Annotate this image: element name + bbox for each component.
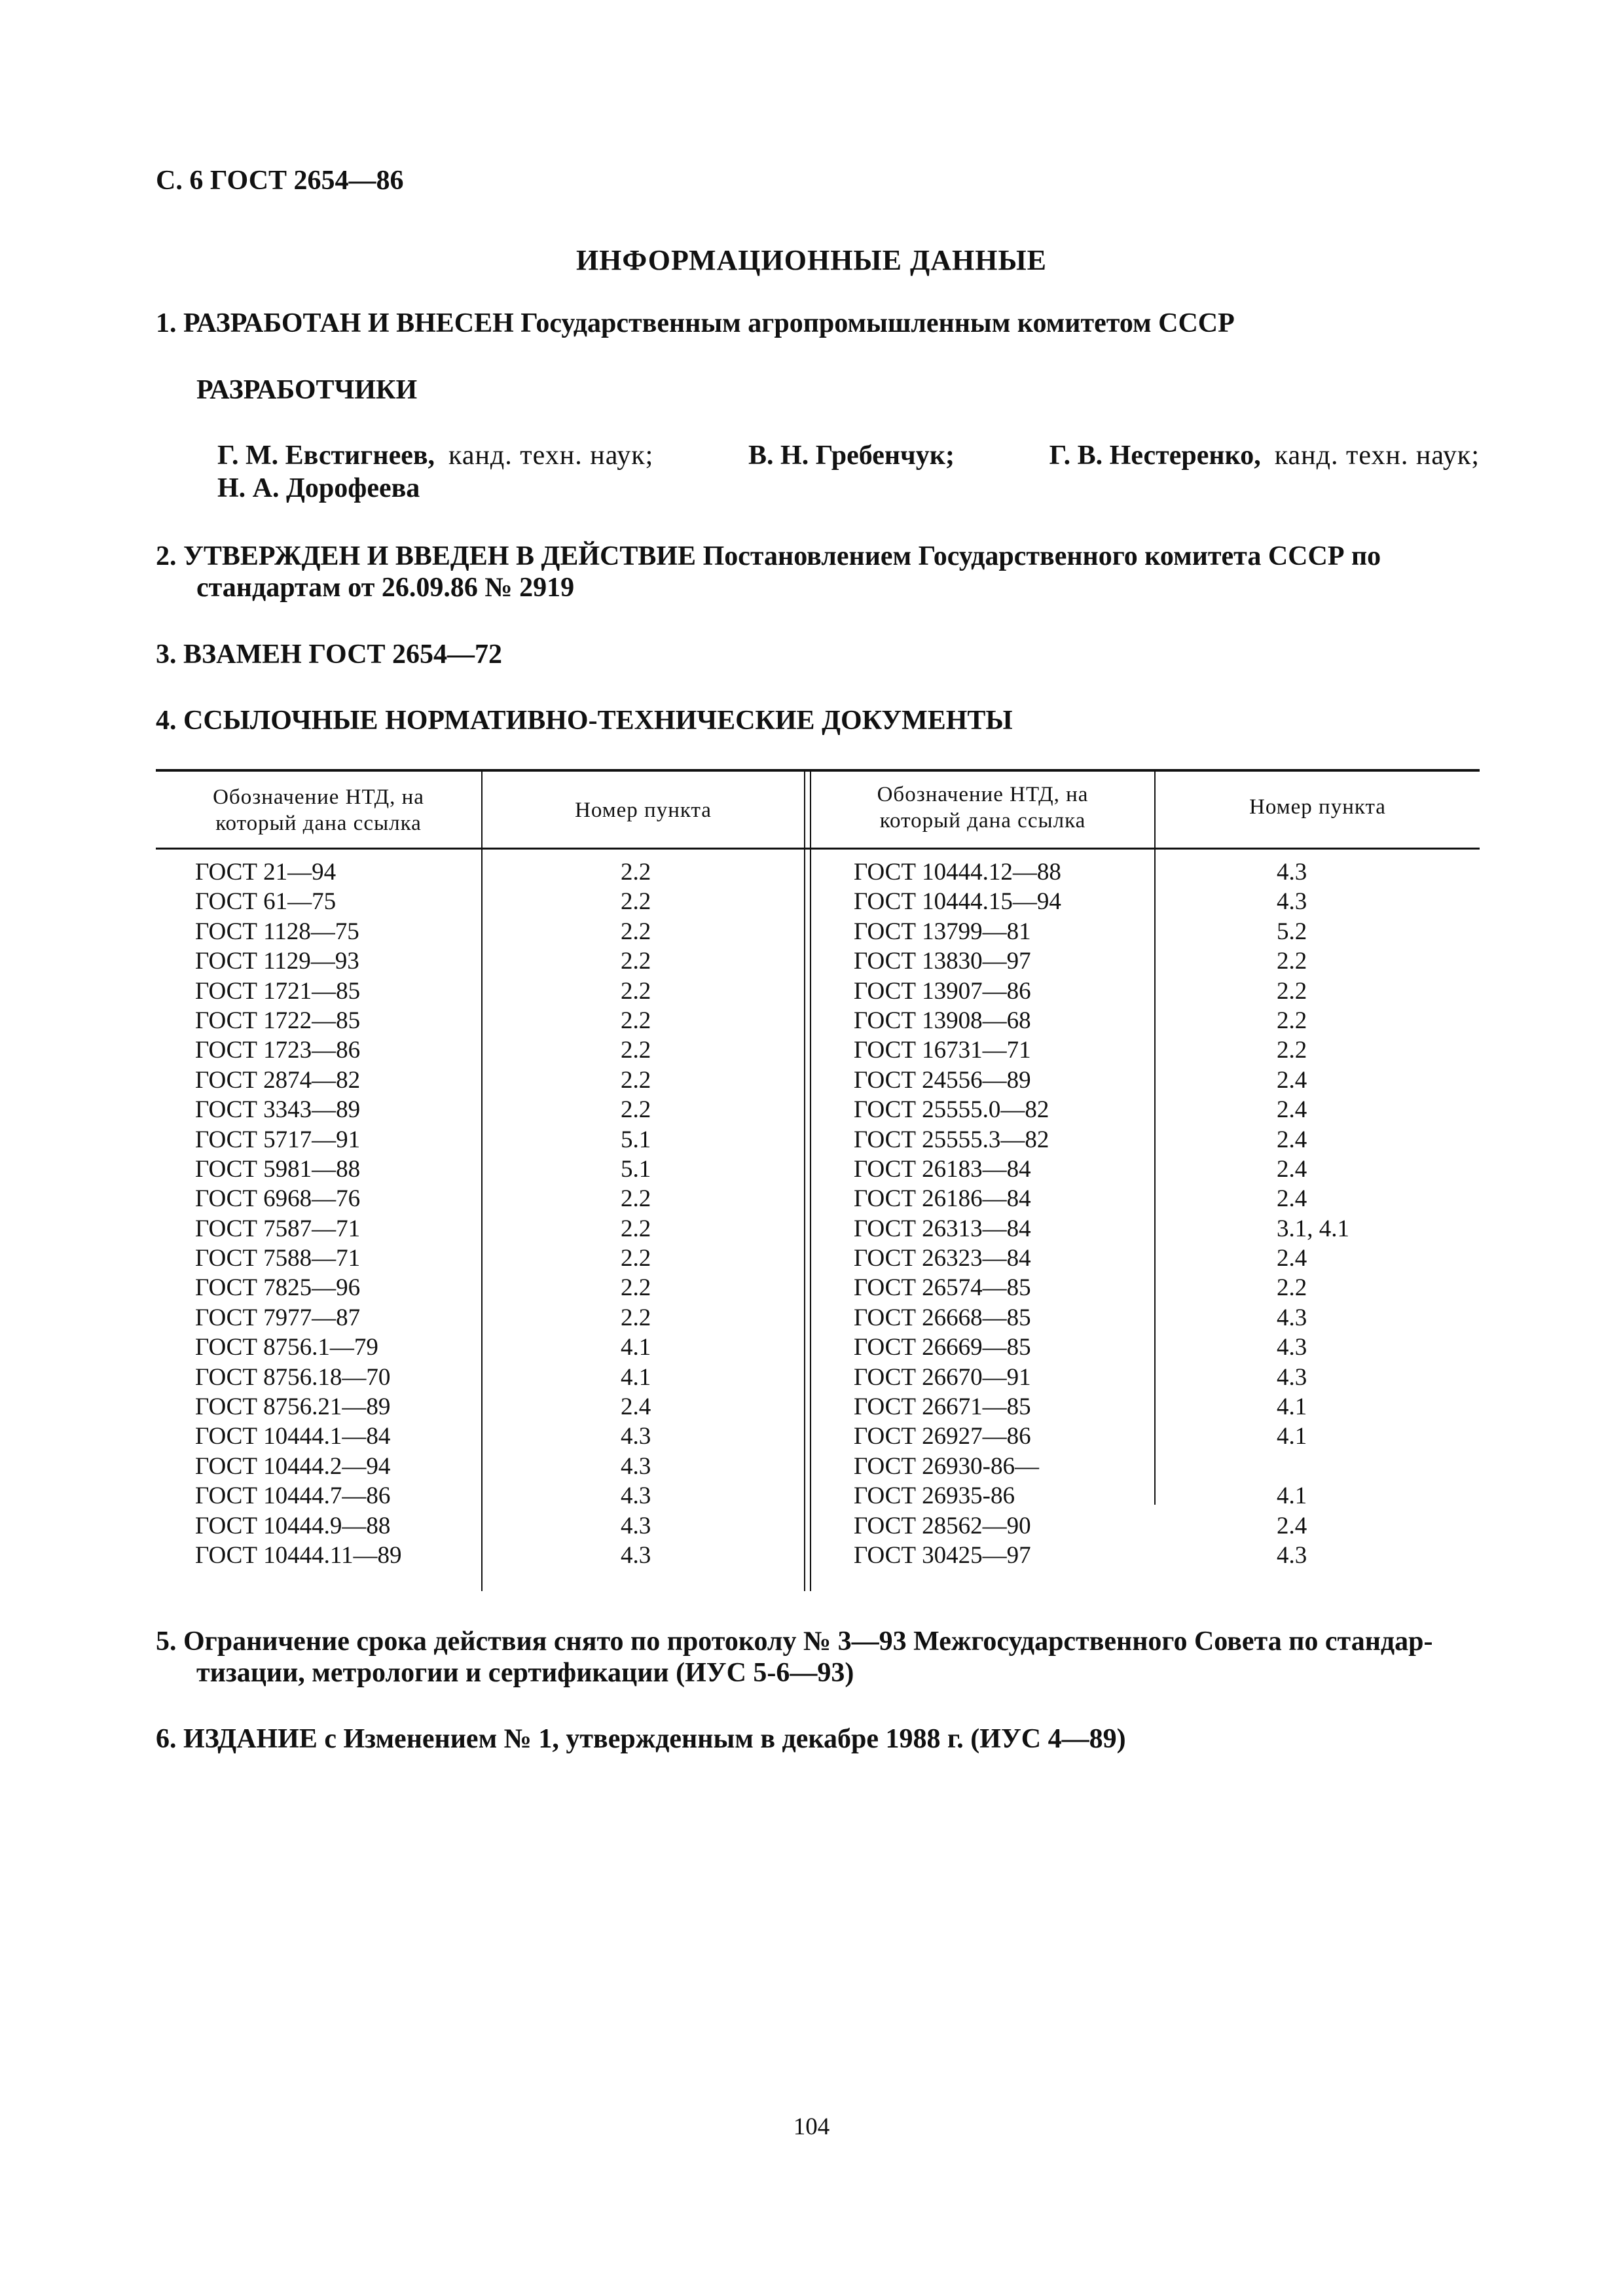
table-cell-designation: ГОСТ 7588—71 [195, 1245, 361, 1272]
table-divider [1154, 772, 1156, 1505]
left-designation-column [195, 857, 402, 1570]
table-cell-clause: 2.2 [621, 1215, 651, 1242]
table-cell-clause: 4.1 [621, 1334, 651, 1361]
table-cell-clause: 4.3 [1277, 859, 1307, 886]
section-number: 3. [156, 639, 177, 670]
table-cell-designation: ГОСТ 26927—86 [854, 1423, 1031, 1450]
table-cell-clause: 2.2 [1277, 977, 1307, 1005]
table-cell-clause: 2.2 [621, 888, 651, 916]
table-cell-designation: ГОСТ 1129—93 [195, 948, 359, 975]
table-cell-designation: ГОСТ 26183—84 [854, 1155, 1031, 1183]
section-number: 6. [156, 1724, 177, 1754]
table-cell-designation: ГОСТ 1128—75 [195, 918, 359, 945]
table-cell-clause: 4.1 [1277, 1393, 1307, 1421]
table-cell-designation: ГОСТ 24556—89 [854, 1066, 1031, 1094]
section-text-line-2: стандартам от 26.09.86 № 2919 [196, 573, 575, 603]
table-cell-designation: ГОСТ 26671—85 [854, 1393, 1031, 1421]
table-cell-clause: 2.4 [1277, 1126, 1307, 1153]
section-3 [156, 639, 502, 670]
table-cell-designation: ГОСТ 5981—88 [195, 1155, 361, 1183]
table-cell-clause: 2.2 [621, 1274, 651, 1302]
table-cell-clause: 2.2 [621, 1185, 651, 1213]
table-double-divider [804, 772, 805, 1591]
table-cell-designation: ГОСТ 8756.21—89 [195, 1393, 391, 1421]
table-cell-designation: ГОСТ 8756.1—79 [195, 1334, 378, 1361]
section-6 [156, 1723, 1126, 1755]
table-cell-clause: 2.2 [621, 1037, 651, 1064]
table-cell-clause: 4.3 [621, 1452, 651, 1480]
table-cell-clause: 2.2 [621, 1096, 651, 1124]
section-text-line-1: Ограничение срока действия снято по протоколу № 3—93 Межгосударственного Совета по стандар- [183, 1626, 1433, 1657]
column-header-designation-left: Обозначение НТД, на который дана ссылка [213, 785, 424, 835]
table-cell-designation: ГОСТ 13908—68 [854, 1007, 1031, 1034]
table-cell-clause: 2.2 [1277, 1274, 1307, 1302]
table-cell-designation: ГОСТ 6968—76 [195, 1185, 361, 1213]
table-double-divider [810, 772, 811, 1591]
document-title: ИНФОРМАЦИОННЫЕ ДАННЫЕ [575, 244, 1048, 276]
table-cell-designation: ГОСТ 13907—86 [854, 977, 1031, 1005]
page-number: 104 [793, 2113, 830, 2140]
table-cell-clause: 2.4 [1277, 1096, 1307, 1124]
table-cell-designation: ГОСТ 26574—85 [854, 1274, 1031, 1302]
table-cell-designation: ГОСТ 26186—84 [854, 1185, 1031, 1213]
table-cell-clause: 2.4 [1277, 1245, 1307, 1272]
column-header-clause-left: Номер пункта [575, 798, 712, 822]
table-cell-designation: ГОСТ 1721—85 [195, 977, 361, 1005]
table-cell-clause: 4.3 [1277, 888, 1307, 916]
table-cell-clause: 2.2 [1277, 948, 1307, 975]
table-cell-designation: ГОСТ 10444.1—84 [195, 1423, 391, 1450]
table-cell-clause: 4.3 [1277, 1334, 1307, 1361]
section-text: ВЗАМЕН ГОСТ 2654—72 [183, 639, 503, 670]
table-cell-designation: ГОСТ 26313—84 [854, 1215, 1031, 1242]
left-clause-column [621, 857, 651, 1570]
column-header-clause-right: Номер пункта [1249, 795, 1386, 819]
developers-line-2 [217, 473, 420, 504]
table-cell-clause: 2.4 [1277, 1066, 1307, 1094]
page-header: С. 6 ГОСТ 2654—86 [156, 166, 404, 196]
table-cell-clause: 2.2 [621, 1066, 651, 1094]
table-cell-clause: 5.2 [1277, 918, 1307, 945]
table-cell-designation: ГОСТ 61—75 [195, 888, 337, 916]
section-4 [156, 705, 1013, 736]
developers-heading: РАЗРАБОТЧИКИ [196, 375, 418, 405]
table-cell-clause: 4.3 [621, 1482, 651, 1510]
table-cell-designation: ГОСТ 26935-86 [854, 1482, 1015, 1510]
table-divider [481, 1505, 483, 1591]
developer: В. Н. Гребенчук; [748, 440, 955, 471]
table-cell-designation: ГОСТ 13830—97 [854, 948, 1031, 975]
table-top-rule [156, 769, 1480, 772]
table-cell-designation: ГОСТ 26669—85 [854, 1334, 1031, 1361]
table-cell-clause: 2.2 [621, 977, 651, 1005]
table-cell-designation: ГОСТ 5717—91 [195, 1126, 361, 1153]
section-text-line-2: тизации, метрологии и сертификации (ИУС 5-6—93) [196, 1658, 854, 1688]
table-cell-designation: ГОСТ 7977—87 [195, 1304, 361, 1331]
table-cell-designation: ГОСТ 10444.9—88 [195, 1512, 391, 1539]
table-cell-designation: ГОСТ 26930-86— [854, 1452, 1039, 1480]
table-cell-designation: ГОСТ 26670—91 [854, 1363, 1031, 1391]
table-cell-designation: ГОСТ 10444.12—88 [854, 859, 1061, 886]
section-number: 4. [156, 706, 177, 736]
table-cell-clause: 2.2 [621, 918, 651, 945]
table-cell-clause: 2.4 [621, 1393, 651, 1421]
table-cell-clause: 4.1 [1277, 1423, 1307, 1450]
table-cell-clause: 4.3 [621, 1541, 651, 1569]
table-cell-clause [1277, 1452, 1349, 1481]
table-cell-clause: 4.3 [621, 1423, 651, 1450]
table-cell-clause: 5.1 [621, 1126, 651, 1153]
table-cell-clause: 2.4 [1277, 1185, 1307, 1213]
section-number: 2. [156, 541, 177, 571]
table-divider [481, 772, 483, 1505]
table-cell-designation: ГОСТ 26323—84 [854, 1245, 1031, 1272]
table-cell-designation: ГОСТ 10444.2—94 [195, 1452, 391, 1480]
table-cell-clause: 2.2 [621, 1245, 651, 1272]
right-clause-column [1277, 857, 1349, 1570]
developer: Н. А. Дорофеева [217, 473, 420, 503]
table-cell-designation: ГОСТ 8756.18—70 [195, 1363, 391, 1391]
table-cell-designation: ГОСТ 21—94 [195, 859, 337, 886]
section-2 [156, 541, 1478, 603]
table-cell-clause: 4.3 [1277, 1304, 1307, 1331]
table-cell-clause: 2.2 [621, 859, 651, 886]
table-cell-clause: 4.3 [1277, 1363, 1307, 1391]
table-cell-designation: ГОСТ 1723—86 [195, 1037, 361, 1064]
table-cell-designation: ГОСТ 10444.7—86 [195, 1482, 391, 1510]
table-cell-designation: ГОСТ 7825—96 [195, 1274, 361, 1302]
section-1 [156, 308, 1235, 339]
developers-line-1 [217, 440, 1480, 471]
section-number: 5. [156, 1626, 177, 1657]
table-cell-designation: ГОСТ 30425—97 [854, 1541, 1031, 1569]
table-cell-clause: 2.2 [621, 1007, 651, 1034]
table-cell-clause: 2.2 [1277, 1007, 1307, 1034]
table-header-rule [156, 848, 1480, 850]
table-cell-designation: ГОСТ 16731—71 [854, 1037, 1031, 1064]
column-header-designation-right: Обозначение НТД, на который дана ссылка [877, 783, 1089, 833]
developer: Г. В. Нестеренко, канд. техн. наук; [1049, 440, 1480, 471]
section-number: 1. [156, 308, 177, 338]
table-cell-designation: ГОСТ 10444.15—94 [854, 888, 1061, 916]
table-cell-clause: 4.1 [1277, 1482, 1307, 1510]
table-cell-clause: 2.4 [1277, 1512, 1307, 1539]
table-cell-designation: ГОСТ 10444.11—89 [195, 1541, 402, 1569]
table-cell-clause: 2.2 [1277, 1037, 1307, 1064]
section-text: ССЫЛОЧНЫЕ НОРМАТИВНО-ТЕХНИЧЕСКИЕ ДОКУМЕНТЫ [183, 706, 1013, 736]
table-cell-clause: 3.1, 4.1 [1277, 1215, 1349, 1242]
table-cell-clause: 4.1 [621, 1363, 651, 1391]
table-cell-clause: 2.2 [621, 948, 651, 975]
table-cell-designation: ГОСТ 13799—81 [854, 918, 1031, 945]
section-text: ИЗДАНИЕ с Изменением № 1, утвержденным в декабре 1988 г. (ИУС 4—89) [183, 1724, 1126, 1754]
table-cell-designation: ГОСТ 7587—71 [195, 1215, 361, 1242]
right-designation-column [854, 857, 1061, 1570]
table-cell-designation: ГОСТ 25555.3—82 [854, 1126, 1049, 1153]
table-cell-designation: ГОСТ 25555.0—82 [854, 1096, 1049, 1124]
table-cell-clause: 4.3 [621, 1512, 651, 1539]
table-cell-clause: 5.1 [621, 1155, 651, 1183]
table-cell-designation: ГОСТ 3343—89 [195, 1096, 361, 1124]
table-cell-designation: ГОСТ 26668—85 [854, 1304, 1031, 1331]
table-cell-clause: 2.2 [621, 1304, 651, 1331]
table-cell-designation: ГОСТ 28562—90 [854, 1512, 1031, 1539]
table-cell-designation: ГОСТ 2874—82 [195, 1066, 361, 1094]
table-cell-designation: ГОСТ 1722—85 [195, 1007, 361, 1034]
section-5 [156, 1626, 1478, 1689]
table-cell-clause: 4.3 [1277, 1541, 1307, 1569]
table-cell-clause: 2.4 [1277, 1155, 1307, 1183]
section-text: РАЗРАБОТАН И ВНЕСЕН Государственным агропромышленным комитетом СССР [183, 308, 1235, 338]
developer: Г. М. Евстигнеев, канд. техн. наук; [217, 440, 654, 471]
section-text-line-1: УТВЕРЖДЕН И ВВЕДЕН В ДЕЙСТВИЕ Постановлением Государственного комитета СССР по [183, 541, 1381, 571]
